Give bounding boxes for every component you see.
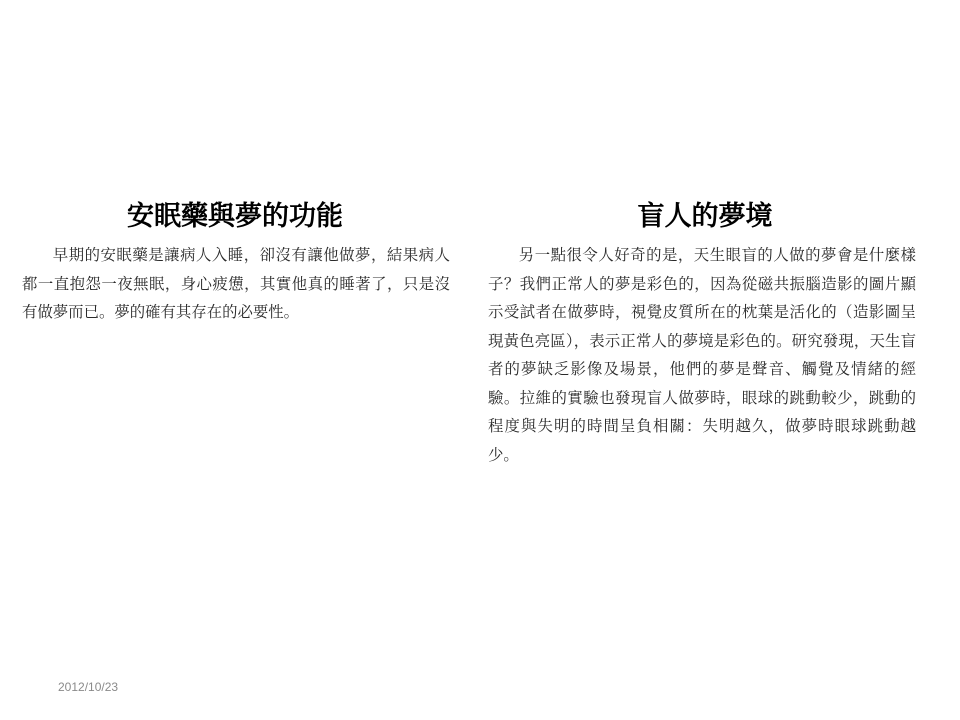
slide-date: 2012/10/23: [58, 680, 119, 694]
right-section-title: 盲人的夢境: [637, 201, 773, 232]
left-section-body: 早期的安眠藥是讓病人入睡，卻沒有讓他做夢，結果病人都一直抱怨一夜無眠，身心疲憊，其實他真的睡著了，只是沒有做夢而已。夢的確有其存在的必要性。: [22, 246, 450, 321]
left-section-title: 安眠藥與夢的功能: [127, 201, 343, 232]
right-section-body: 另一點很令人好奇的是，天生眼盲的人做的夢會是什麼樣子？我們正常人的夢是彩色的，因為從磁共振腦造影的圖片顯示受試者在做夢時，視覺皮質所在的枕葉是活化的（造影圖呈現黃色亮區），表示正常人的夢境是彩色的。研究發現，天生盲者的夢缺乏影像及場景，他們的夢是聲音、觸覺及情緒的經驗。拉維的實驗也發現盲人做夢時，眼球的跳動較少，跳動的程度與失明的時間呈負相關：失明越久，做夢時眼球跳動越少。: [488, 246, 916, 464]
